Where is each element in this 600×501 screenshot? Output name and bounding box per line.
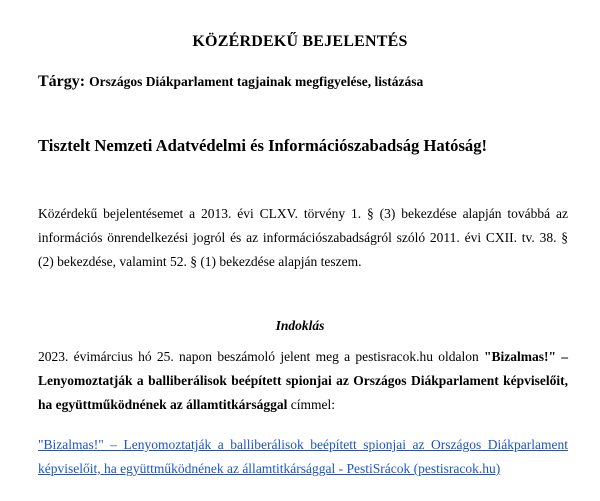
reason-paragraph — [38, 345, 568, 417]
reason-suffix-text: címmel: — [287, 397, 336, 412]
subject-text: Országos Diákparlament tagjainak megfigyelése, listázása — [89, 74, 424, 89]
link-paragraph — [38, 433, 568, 481]
document-title: KÖZÉRDEKŰ BEJELENTÉS — [192, 33, 408, 50]
article-link[interactable]: "Bizalmas!" – Lenyomoztatják a balliberálisok beépített spionjai az Országos Diákparlament képviselőit, ha együttműködnének az államtitkársággal - PestiSrácok (pestisracok.hu) — [38, 437, 568, 476]
subject-line — [38, 73, 423, 91]
article-title-bold: "Bizalmas!" – Lenyomoztatják a balliberálisok beépített spionjai az Országos Diákparlament képviselőit, ha együttműködnének az államtitkársággal — [38, 349, 568, 412]
subject-label: Tárgy: — [38, 73, 86, 90]
salutation: Tisztelt Nemzeti Adatvédelmi és Információszabadság Hatóság! — [38, 136, 488, 155]
reason-prefix-text: 2023. évimárcius hó 25. napon beszámoló jelent meg a pestisracok.hu oldalon — [38, 349, 484, 364]
intro-paragraph: Közérdekű bejelentésemet a 2013. évi CLXV. törvény 1. § (3) bekezdése alapján továbbá az információs önrendelkezési jogról és az információszabadságról szóló 2011. évi CXII. tv. 38. § (2) bekezdése, valamint 52. § (1) bekezdése alapján teszem. — [38, 206, 568, 269]
section-heading-reasoning: Indoklás — [275, 318, 325, 333]
